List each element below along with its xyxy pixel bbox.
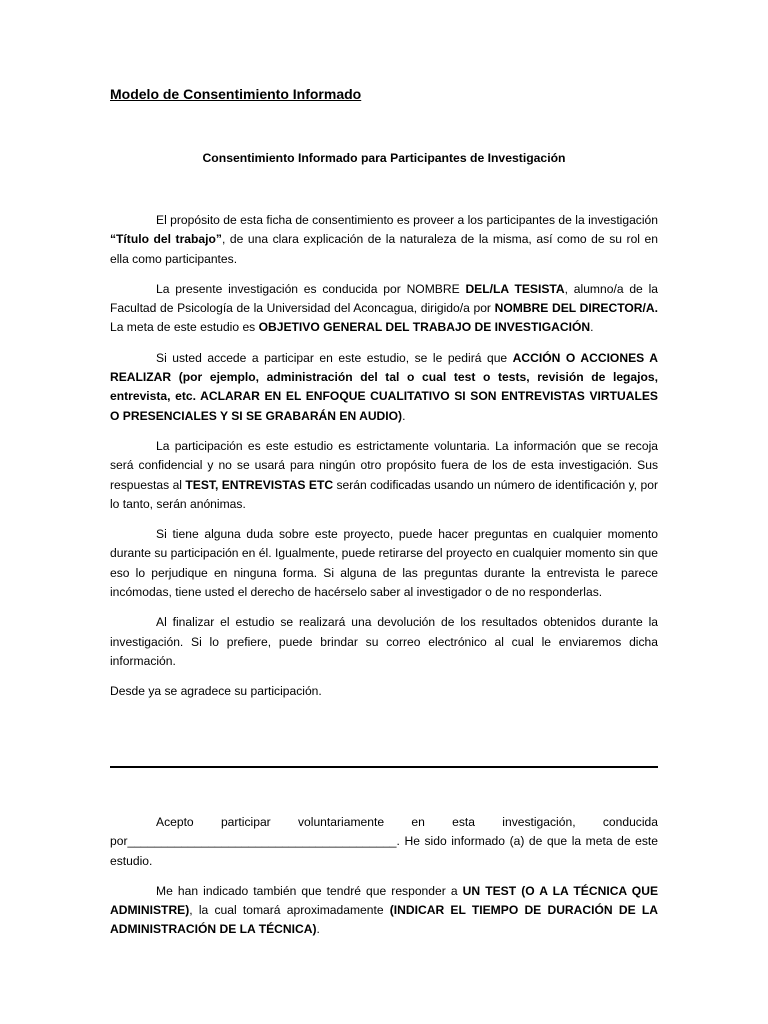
- document-body: [110, 211, 665, 713]
- paragraph-actions: [110, 349, 658, 426]
- paragraph-text: serán codificadas usando un número de identificación y, por lo tanto, serán anónimas.: [110, 477, 658, 511]
- researcher-name-blank[interactable]: ________________________________________: [127, 834, 397, 849]
- paragraph-text: Si usted accede a participar en este estudio, se le pedirá que: [156, 350, 513, 365]
- objective-placeholder: OBJETIVO GENERAL DEL TRABAJO DE INVESTIGACIÓN: [258, 320, 591, 335]
- work-title-placeholder: “Título del trabajo”: [110, 232, 222, 247]
- paragraph-voluntary: [110, 437, 658, 514]
- paragraph-acceptance: [110, 813, 658, 871]
- paragraph-text: . He sido informado (a) de que la meta de este estudio.: [110, 834, 658, 868]
- paragraph-text: , de una clara explicación de la naturaleza de la misma, así como de su rol en ella como participantes.: [110, 232, 658, 266]
- paragraph-text: El propósito de esta ficha de consentimiento es proveer a los participantes de la investigación: [156, 213, 658, 227]
- paragraph-text: Acepto participar voluntariamente en esta investigación, conducida por: [110, 815, 658, 849]
- paragraph-text: La presente investigación es conducida por NOMBRE: [156, 281, 466, 296]
- document-title: Modelo de Consentimiento Informado: [110, 86, 362, 102]
- paragraph-conductor: [110, 280, 665, 338]
- duration-placeholder: (INDICAR EL TIEMPO DE DURACIÓN DE LA ADMINISTRACIÓN DE LA TÉCNICA): [110, 903, 658, 937]
- paragraph-text: Me han indicado también que tendré que responder a: [156, 883, 463, 898]
- test-placeholder: UN TEST (O A LA TÉCNICA QUE ADMINISTRE): [110, 883, 659, 918]
- consent-section: [110, 813, 658, 951]
- paragraph-text: .: [590, 320, 594, 335]
- instrument-placeholder: TEST, ENTREVISTAS ETC: [185, 477, 334, 492]
- actions-placeholder: ACCIÓN O ACCIONES A REALIZAR (por ejemplo, administración del tal o cual test o tests, revisión de legajos, entrevista, etc. ACLARAR EN EL ENFOQUE CUALITATIVO SI SON ENTREVISTAS VIRTUALES O PRESENCIALES Y SI SE GRABARÁN EN AUDIO): [110, 350, 659, 423]
- paragraph-text: , la cual tomará aproximadamente: [189, 903, 390, 918]
- paragraph-text: .: [402, 408, 406, 423]
- paragraph-results: Al finalizar el estudio se realizará una devolución de los resultados obtenidos durante la investigación. Si lo prefiere, puede brindar su correo electrónico al cual le enviaremos dicha información.: [110, 615, 658, 668]
- document-subtitle: Consentimiento Informado para Participantes de Investigación: [202, 151, 566, 165]
- paragraph-text: La meta de este estudio es: [110, 301, 665, 335]
- paragraph-text: La participación es este estudio es estrictamente voluntaria. La información que se recoja será confidencial y no se usará para ningún otro propósito fuera de los de esta investigación. Sus respuestas al: [110, 438, 658, 492]
- paragraph-text: .: [316, 922, 320, 937]
- paragraph-test-duration: [110, 882, 658, 940]
- paragraph-purpose: [110, 211, 658, 269]
- thesis-student-placeholder: DEL/LA TESISTA: [465, 281, 565, 296]
- director-placeholder: NOMBRE DEL DIRECTOR/A.: [494, 301, 658, 316]
- paragraph-questions: Si tiene alguna duda sobre este proyecto, puede hacer preguntas en cualquier momento durante su participación en él. Igualmente, puede retirarse del proyecto en cualquier momento sin que eso lo perjudique en ninguna forma. Si alguna de las preguntas durante la entrevista le parece incómodas, tiene usted el derecho de hacérselo saber al investigador o de no responderlas.: [110, 527, 658, 600]
- section-divider: [110, 766, 658, 768]
- paragraph-text: , alumno/a de la Facultad de Psicología de la Universidad del Aconcagua, dirigido/a por: [110, 281, 658, 316]
- paragraph-thanks: Desde ya se agradece su participación.: [110, 684, 322, 699]
